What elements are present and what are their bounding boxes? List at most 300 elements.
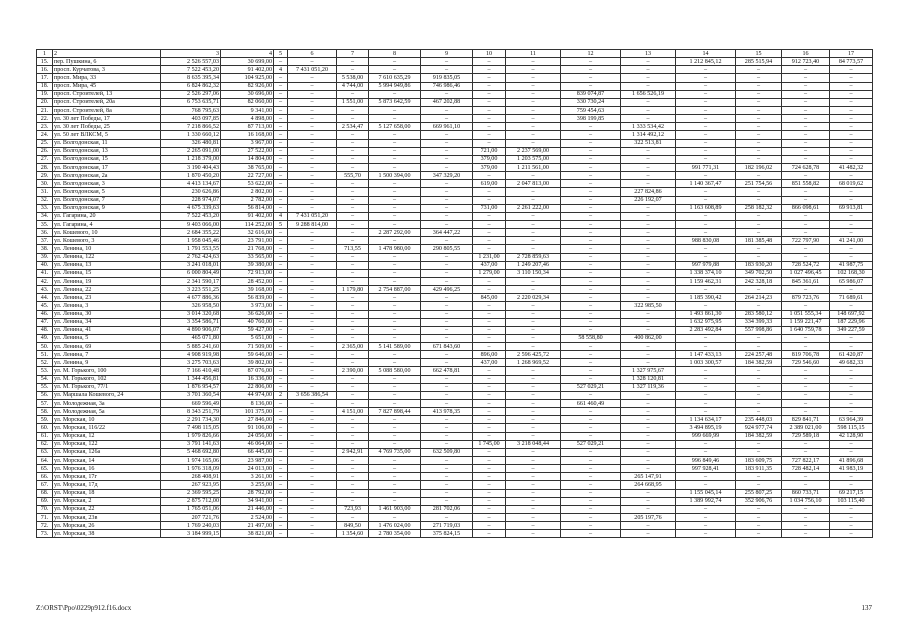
table-cell: – xyxy=(473,530,506,538)
table-cell: – xyxy=(736,400,782,408)
table-cell: – xyxy=(421,139,473,147)
table-cell: – xyxy=(369,465,421,473)
table-cell: ул. Ленина, 10 xyxy=(53,245,161,253)
table-cell: 352 906,76 xyxy=(736,497,782,505)
table-cell: – xyxy=(369,131,421,139)
table-cell: – xyxy=(473,277,506,285)
table-cell: – xyxy=(288,473,337,481)
table-cell: 322 513,81 xyxy=(621,139,676,147)
table-cell: 1 218 379,00 xyxy=(161,155,221,163)
table-cell: – xyxy=(337,204,369,212)
table-cell: – xyxy=(506,74,561,82)
table-cell: – xyxy=(621,416,676,424)
table-cell: – xyxy=(421,457,473,465)
table-cell: – xyxy=(473,481,506,489)
table-cell: – xyxy=(473,408,506,416)
table-cell: 555,70 xyxy=(337,172,369,180)
table-row xyxy=(37,359,873,367)
table-cell: – xyxy=(736,514,782,522)
table-cell: – xyxy=(676,448,736,456)
table-cell: – xyxy=(506,375,561,383)
table-cell: 2 261 222,00 xyxy=(506,204,561,212)
table-cell: – xyxy=(369,391,421,399)
table-row xyxy=(37,424,873,432)
table-cell: – xyxy=(561,310,621,318)
table-cell: 23. xyxy=(37,123,53,131)
table-cell: – xyxy=(473,473,506,481)
table-cell: – xyxy=(473,310,506,318)
table-cell: – xyxy=(288,204,337,212)
table-cell: 281 702,06 xyxy=(421,505,473,513)
table-row xyxy=(37,432,873,440)
table-cell: – xyxy=(506,514,561,522)
table-cell: пер. Пушкина, 6 xyxy=(53,58,161,66)
table-cell: 27. xyxy=(37,155,53,163)
table-cell: 2 596 425,72 xyxy=(506,351,561,359)
table-row xyxy=(37,66,873,74)
table-cell: – xyxy=(561,269,621,277)
table-cell: 30. xyxy=(37,180,53,188)
table-row xyxy=(37,204,873,212)
table-cell: 48. xyxy=(37,326,53,334)
table-cell: 4 413 134,67 xyxy=(161,180,221,188)
table-cell: – xyxy=(421,90,473,98)
table-cell: 251 754,56 xyxy=(736,180,782,188)
table-row xyxy=(37,196,873,204)
table-cell: – xyxy=(369,58,421,66)
table-cell: – xyxy=(288,318,337,326)
table-cell: 713,55 xyxy=(337,245,369,253)
table-cell: – xyxy=(337,481,369,489)
table-cell: – xyxy=(676,147,736,155)
table-cell: ул. Ленина, 3 xyxy=(53,302,161,310)
table-cell: 28 792,00 xyxy=(221,489,274,497)
table-cell: – xyxy=(506,465,561,473)
table-cell: 429 496,25 xyxy=(421,286,473,294)
table-cell: 30 699,00 xyxy=(221,58,274,66)
table-cell: – xyxy=(782,408,830,416)
table-cell: 997 928,41 xyxy=(676,465,736,473)
table-cell: ул. Молодежная, 5а xyxy=(53,408,161,416)
table-cell: – xyxy=(561,497,621,505)
table-cell: 44 974,00 xyxy=(221,391,274,399)
table-cell: 845,00 xyxy=(473,294,506,302)
table-cell: 43. xyxy=(37,286,53,294)
table-cell: 65. xyxy=(37,465,53,473)
table-cell: – xyxy=(473,229,506,237)
table-cell: – xyxy=(830,106,873,114)
table-cell: 1 979 826,66 xyxy=(161,432,221,440)
table-cell: – xyxy=(421,188,473,196)
table-row xyxy=(37,261,873,269)
table-cell: – xyxy=(506,229,561,237)
table-cell: – xyxy=(421,359,473,367)
table-cell: 1 163 608,89 xyxy=(676,204,736,212)
table-cell: – xyxy=(782,505,830,513)
table-cell: – xyxy=(506,188,561,196)
table-cell: – xyxy=(736,522,782,530)
table-cell: – xyxy=(561,457,621,465)
table-cell: 41 482,32 xyxy=(830,163,873,171)
table-cell: 729 589,18 xyxy=(782,432,830,440)
table-cell: – xyxy=(369,188,421,196)
table-cell: – xyxy=(506,172,561,180)
table-cell: – xyxy=(274,375,288,383)
table-cell: 54. xyxy=(37,375,53,383)
table-cell: 52. xyxy=(37,359,53,367)
table-cell: – xyxy=(830,440,873,448)
table-cell: – xyxy=(337,351,369,359)
table-cell: 1 147 433,13 xyxy=(676,351,736,359)
table-cell: – xyxy=(473,131,506,139)
table-cell: – xyxy=(274,139,288,147)
table-row xyxy=(37,302,873,310)
table-cell: – xyxy=(473,237,506,245)
table-cell: 1 389 992,74 xyxy=(676,497,736,505)
table-cell: 1 034 756,10 xyxy=(782,497,830,505)
table-cell: ул. Волгодонская, 2а xyxy=(53,172,161,180)
table-row xyxy=(37,147,873,155)
table-cell: – xyxy=(421,391,473,399)
table-cell: 68. xyxy=(37,489,53,497)
table-cell: 103 115,40 xyxy=(830,497,873,505)
table-cell: – xyxy=(782,212,830,220)
table-cell: – xyxy=(274,98,288,106)
table-cell: – xyxy=(561,58,621,66)
table-cell: – xyxy=(561,505,621,513)
table-cell: – xyxy=(676,286,736,294)
table-cell: – xyxy=(288,408,337,416)
table-cell: – xyxy=(288,326,337,334)
table-cell: 264 668,95 xyxy=(621,481,676,489)
table-cell: – xyxy=(561,204,621,212)
table-cell: – xyxy=(506,457,561,465)
table-cell: – xyxy=(421,424,473,432)
table-cell: – xyxy=(830,66,873,74)
table-cell: 14 804,00 xyxy=(221,155,274,163)
table-cell: 1 338 374,10 xyxy=(676,269,736,277)
table-cell: – xyxy=(274,204,288,212)
table-cell: – xyxy=(676,90,736,98)
table-cell: – xyxy=(782,375,830,383)
table-cell: – xyxy=(830,514,873,522)
table-cell: – xyxy=(506,58,561,66)
table-cell: – xyxy=(337,432,369,440)
table-cell: – xyxy=(561,391,621,399)
table-cell: 39 802,00 xyxy=(221,359,274,367)
table-cell: – xyxy=(274,294,288,302)
table-cell: – xyxy=(736,302,782,310)
table-cell: 924 977,74 xyxy=(736,424,782,432)
table-cell: ул. Ленина, 41 xyxy=(53,326,161,334)
table-cell: – xyxy=(288,90,337,98)
table-cell: ул. Морская, 38 xyxy=(53,530,161,538)
table-cell: – xyxy=(288,375,337,383)
table-cell: – xyxy=(676,514,736,522)
table-cell: – xyxy=(782,400,830,408)
table-cell: – xyxy=(621,351,676,359)
table-cell: – xyxy=(337,229,369,237)
table-cell: – xyxy=(736,212,782,220)
table-cell: 91 106,00 xyxy=(221,424,274,432)
table-cell: 3 241 018,01 xyxy=(161,261,221,269)
table-cell: 4 908 919,98 xyxy=(161,351,221,359)
table-cell: ул. Морская, 122 xyxy=(53,440,161,448)
table-cell: ул. Ленина, 122 xyxy=(53,253,161,261)
table-cell: – xyxy=(621,497,676,505)
table-cell: 731,00 xyxy=(473,204,506,212)
table-cell: – xyxy=(561,163,621,171)
table-cell: – xyxy=(473,58,506,66)
table-cell: – xyxy=(337,302,369,310)
table-cell: 18. xyxy=(37,82,53,90)
table-cell: – xyxy=(621,269,676,277)
table-cell: – xyxy=(506,497,561,505)
table-cell: 860 733,71 xyxy=(782,489,830,497)
table-cell: 47. xyxy=(37,318,53,326)
table-cell: – xyxy=(676,106,736,114)
table-cell: – xyxy=(274,400,288,408)
table-row xyxy=(37,351,873,359)
table-cell: – xyxy=(561,465,621,473)
table-cell: 1 461 903,00 xyxy=(369,505,421,513)
table-cell: – xyxy=(274,465,288,473)
table-cell: – xyxy=(830,212,873,220)
table-cell: 104 925,00 xyxy=(221,74,274,82)
table-cell: 230 626,86 xyxy=(161,188,221,196)
table-cell: – xyxy=(421,302,473,310)
table-cell: 851 558,82 xyxy=(782,180,830,188)
table-cell: – xyxy=(337,131,369,139)
table-cell: – xyxy=(676,383,736,391)
table-cell: – xyxy=(473,212,506,220)
table-cell: – xyxy=(369,237,421,245)
table-cell: – xyxy=(473,106,506,114)
table-cell: 1 500 394,00 xyxy=(369,172,421,180)
table-cell: – xyxy=(561,416,621,424)
table-cell: – xyxy=(506,220,561,228)
table-cell: 349 227,59 xyxy=(830,326,873,334)
table-cell: – xyxy=(506,343,561,351)
table-row xyxy=(37,457,873,465)
table-cell: – xyxy=(288,237,337,245)
table-cell: – xyxy=(830,334,873,342)
table-cell: – xyxy=(561,522,621,530)
table-cell: 3 656 386,54 xyxy=(288,391,337,399)
table-cell: 205 197,76 xyxy=(621,514,676,522)
table-cell: 8 343 251,79 xyxy=(161,408,221,416)
table-cell: – xyxy=(337,196,369,204)
table-cell: ул. Морская, 23в xyxy=(53,514,161,522)
table-cell: – xyxy=(421,253,473,261)
table-cell: – xyxy=(782,481,830,489)
table-row xyxy=(37,440,873,448)
table-cell: ул. Кошевого, 10 xyxy=(53,229,161,237)
table-cell: – xyxy=(288,155,337,163)
table-cell: 3 110 150,34 xyxy=(506,269,561,277)
table-cell: – xyxy=(621,294,676,302)
table-cell: – xyxy=(506,277,561,285)
table-cell: – xyxy=(676,440,736,448)
table-cell: ул. Морская, 2 xyxy=(53,497,161,505)
table-cell: – xyxy=(621,237,676,245)
table-cell: 5 127 658,00 xyxy=(369,123,421,131)
table-cell: ул. Морская, 22 xyxy=(53,505,161,513)
table-cell: – xyxy=(421,326,473,334)
table-row xyxy=(37,58,873,66)
table-cell: ул. Волгодонская, 3 xyxy=(53,180,161,188)
table-cell: – xyxy=(561,424,621,432)
table-cell: – xyxy=(274,302,288,310)
table-cell: – xyxy=(676,172,736,180)
table-cell: 379,00 xyxy=(473,163,506,171)
table-cell: – xyxy=(288,530,337,538)
table-cell: – xyxy=(288,196,337,204)
table-cell: – xyxy=(830,90,873,98)
table-cell: – xyxy=(621,74,676,82)
table-cell: – xyxy=(621,505,676,513)
table-cell: 2 526 297,06 xyxy=(161,90,221,98)
table-cell: 9 403 066,00 xyxy=(161,220,221,228)
table-cell: – xyxy=(274,334,288,342)
table-cell: – xyxy=(676,530,736,538)
table-cell: 1 027 496,45 xyxy=(782,269,830,277)
table-cell: просп. Мира, 45 xyxy=(53,82,161,90)
table-cell: – xyxy=(736,196,782,204)
table-cell: 1 870 450,20 xyxy=(161,172,221,180)
table-cell: 347 329,20 xyxy=(421,172,473,180)
table-cell: – xyxy=(288,440,337,448)
table-cell: – xyxy=(830,302,873,310)
table-cell: – xyxy=(506,302,561,310)
table-cell: 2 047 813,00 xyxy=(506,180,561,188)
table-cell: – xyxy=(621,82,676,90)
table-cell: – xyxy=(274,497,288,505)
table-cell: 72. xyxy=(37,522,53,530)
table-cell: – xyxy=(621,408,676,416)
table-cell: 22 806,00 xyxy=(221,383,274,391)
table-cell: 2 291 734,30 xyxy=(161,416,221,424)
table-row xyxy=(37,245,873,253)
table-cell: ул. Ленина, 22 xyxy=(53,286,161,294)
table-cell: – xyxy=(782,229,830,237)
table-cell: – xyxy=(506,212,561,220)
table-row xyxy=(37,98,873,106)
table-cell: 15. xyxy=(37,58,53,66)
table-cell: 3 190 404,43 xyxy=(161,163,221,171)
table-cell: 258 182,32 xyxy=(736,204,782,212)
table-cell: – xyxy=(621,212,676,220)
table-row xyxy=(37,391,873,399)
table-cell: 36 626,00 xyxy=(221,310,274,318)
table-cell: – xyxy=(736,448,782,456)
table-cell: – xyxy=(473,343,506,351)
table-cell: – xyxy=(288,115,337,123)
table-cell: – xyxy=(337,90,369,98)
table-cell: 38 765,00 xyxy=(221,163,274,171)
table-cell: – xyxy=(506,310,561,318)
table-cell: – xyxy=(337,115,369,123)
table-row xyxy=(37,343,873,351)
table-cell: – xyxy=(561,277,621,285)
table-cell: 1 179,80 xyxy=(337,286,369,294)
table-cell: 71 689,61 xyxy=(830,294,873,302)
table-cell: 87 076,00 xyxy=(221,367,274,375)
table-cell: – xyxy=(506,123,561,131)
table-row xyxy=(37,310,873,318)
table-cell: 728 524,72 xyxy=(782,261,830,269)
table-cell: – xyxy=(676,408,736,416)
table-cell: – xyxy=(288,497,337,505)
table-cell: – xyxy=(274,473,288,481)
table-cell: – xyxy=(561,351,621,359)
table-cell: – xyxy=(830,253,873,261)
table-cell: – xyxy=(561,253,621,261)
table-cell: – xyxy=(506,334,561,342)
table-cell: 829 841,71 xyxy=(782,416,830,424)
table-cell: ул. Гагарина, 20 xyxy=(53,212,161,220)
table-cell: 7 431 051,20 xyxy=(288,66,337,74)
column-number-cell: 8 xyxy=(369,50,421,58)
table-cell: – xyxy=(676,505,736,513)
table-cell: – xyxy=(288,481,337,489)
table-cell: 183 609,75 xyxy=(736,457,782,465)
table-cell: ул. Ленина, 34 xyxy=(53,318,161,326)
table-cell: – xyxy=(369,196,421,204)
table-cell: – xyxy=(736,98,782,106)
table-cell: 268 408,91 xyxy=(161,473,221,481)
table-cell: 5 885 241,60 xyxy=(161,343,221,351)
table-row xyxy=(37,123,873,131)
table-cell: – xyxy=(421,440,473,448)
table-cell: – xyxy=(621,147,676,155)
table-cell: – xyxy=(830,391,873,399)
table-cell: – xyxy=(337,66,369,74)
table-cell: – xyxy=(561,139,621,147)
table-cell: 183 930,20 xyxy=(736,261,782,269)
table-cell: – xyxy=(274,457,288,465)
table-cell: – xyxy=(676,115,736,123)
table-cell: – xyxy=(473,302,506,310)
table-cell: – xyxy=(830,448,873,456)
table-cell: ул. Морская, 12 xyxy=(53,432,161,440)
table-cell: – xyxy=(736,220,782,228)
table-cell: – xyxy=(621,155,676,163)
table-cell: ул. Морская, 18 xyxy=(53,489,161,497)
table-row xyxy=(37,286,873,294)
table-cell: – xyxy=(369,326,421,334)
table-cell: – xyxy=(506,318,561,326)
column-number-cell: 5 xyxy=(274,50,288,58)
table-cell: 1 140 367,47 xyxy=(676,180,736,188)
table-cell: – xyxy=(288,229,337,237)
table-cell: 746 986,46 xyxy=(421,82,473,90)
table-cell: 38. xyxy=(37,245,53,253)
table-cell: – xyxy=(288,432,337,440)
table-cell: – xyxy=(473,196,506,204)
table-cell: ул. Ленина, 9 xyxy=(53,359,161,367)
table-cell: – xyxy=(676,82,736,90)
table-cell: – xyxy=(288,424,337,432)
table-cell: 398 199,85 xyxy=(561,115,621,123)
table-cell: – xyxy=(473,326,506,334)
column-number-cell: 11 xyxy=(506,50,561,58)
table-cell: 33 565,00 xyxy=(221,253,274,261)
table-cell: – xyxy=(473,172,506,180)
table-cell: 41 241,00 xyxy=(830,237,873,245)
table-cell: – xyxy=(288,269,337,277)
table-cell: – xyxy=(288,277,337,285)
